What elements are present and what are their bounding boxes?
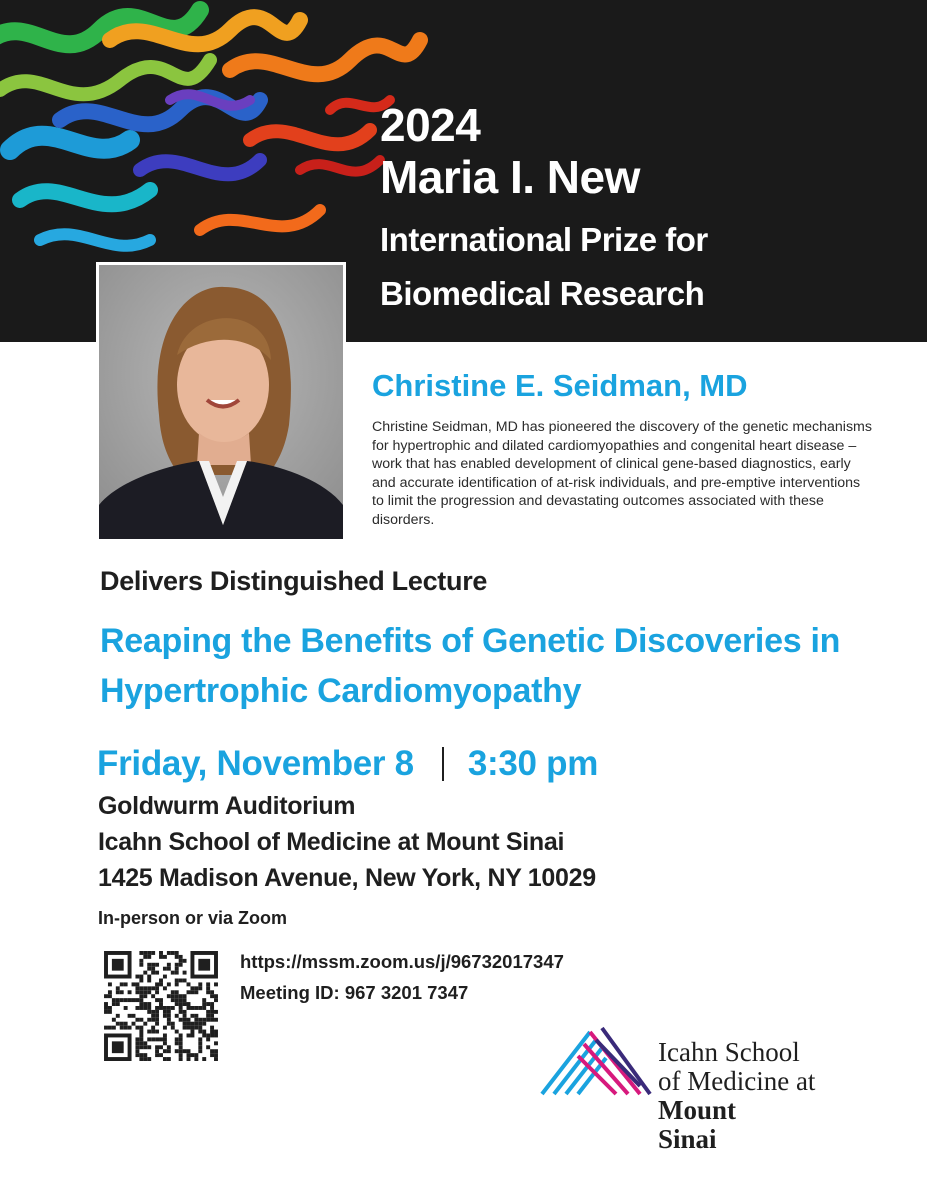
lecture-title-line2: Hypertrophic Cardiomyopathy xyxy=(100,672,582,710)
venue-address: 1425 Madison Avenue, New York, NY 10029 xyxy=(98,864,596,892)
venue-name: Goldwurm Auditorium xyxy=(98,792,356,820)
event-time: 3:30 pm xyxy=(467,744,599,783)
event-datetime xyxy=(97,744,598,784)
event-date: Friday, November 8 xyxy=(97,744,414,783)
prize-name: Maria I. New xyxy=(380,151,640,203)
speaker-photo-frame xyxy=(96,262,346,542)
lecture-title-line1: Reaping the Benefits of Genetic Discoveries in xyxy=(100,622,841,660)
logo-line3: Mount xyxy=(658,1095,737,1125)
protein-structure-image xyxy=(0,0,440,280)
logo-line1: Icahn School xyxy=(658,1037,800,1067)
meeting-id: Meeting ID: 967 3201 7347 xyxy=(240,982,469,1003)
event-venue xyxy=(98,788,596,896)
logo-line4: Sinai xyxy=(658,1124,717,1154)
zoom-qr-code[interactable] xyxy=(104,951,218,1061)
datetime-divider xyxy=(442,747,444,781)
speaker-name: Christine E. Seidman, MD xyxy=(372,368,748,403)
venue-institution: Icahn School of Medicine at Mount Sinai xyxy=(98,828,565,856)
prize-subtitle-line2: Biomedical Research xyxy=(380,275,705,312)
zoom-link[interactable]: https://mssm.zoom.us/j/96732017347 xyxy=(240,951,564,972)
prize-subtitle-line1: International Prize for xyxy=(380,221,708,258)
lecture-title xyxy=(100,616,890,716)
prize-year: 2024 xyxy=(380,99,481,151)
lecture-intro: Delivers Distinguished Lecture xyxy=(100,566,488,596)
logo-line2: of Medicine at xyxy=(658,1066,816,1096)
speaker-photo xyxy=(99,265,343,539)
prize-subtitle xyxy=(380,213,900,321)
zoom-info xyxy=(240,946,564,1008)
mount-sinai-logo-text xyxy=(658,1038,815,1154)
attendance-mode: In-person or via Zoom xyxy=(98,908,288,928)
speaker-bio: Christine Seidman, MD has pioneered the discovery of the genetic mechanisms for hypertrophic and dilated cardiomyopathies and congenital heart disease – work that has enabled development of clinical gene-based diagnostics, early and accurate identification of at-risk individuals, and pre-emptive interventions to limit the progression and devastating outcomes associated with these disorders. xyxy=(372,419,872,528)
mount-sinai-logo-icon xyxy=(540,1024,652,1096)
